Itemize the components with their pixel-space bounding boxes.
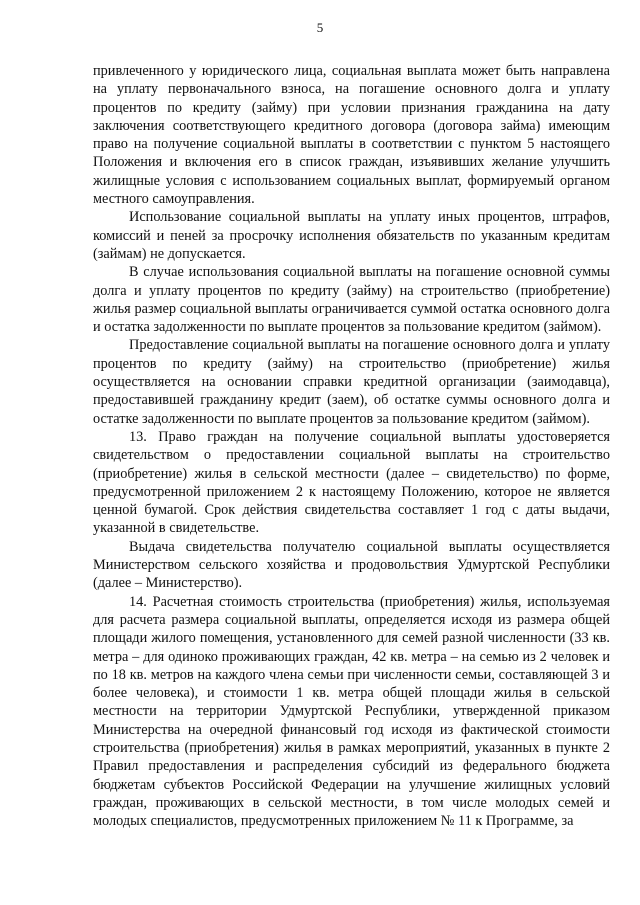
paragraph-section-13: 13. Право граждан на получение социальной выплаты удостоверяется свидетельством о предоставлении социальной выплаты на строительство (приобретение) жилья в сельской местности (далее – свидетельство) по форме, предусмотренной приложением 2 к настоящему Положению, которое не является ценной бумагой. Срок действия свидетельства составляет 1 год с даты выдачи, указанной в свидетельстве. (93, 428, 610, 537)
document-body (93, 62, 610, 830)
paragraph-section-14: 14. Расчетная стоимость строительства (приобретения) жилья, используемая для расчета размера социальной выплаты, определяется исходя из размера общей площади жилого помещения, установленного для семей разной численности (33 кв. метра – для одиноко проживающих граждан, 42 кв. метра – на семью из 2 человек и по 18 кв. метров на каждого члена семьи при численности семьи, составляющей 3 и более человека), и стоимости 1 кв. метра общей площади жилья в сельской местности на территории Удмуртской Республики, утвержденной приказом Министерства на очередной финансовый год исходя из фактической стоимости строительства (приобретения) жилья в рамках мероприятий, указанных в пункте 2 Правил предоставления и распределения субсидий из федерального бюджета бюджетам субъектов Российской Федерации на улучшение жилищных условий граждан, проживающих в сельской местности, в том числе молодых семей и молодых специалистов, предусмотренных приложением № 11 к Программе, за (93, 593, 610, 830)
paragraph-payment-limit: В случае использования социальной выплаты на погашение основной суммы долга и уплату процентов по кредиту (займу) на строительство (приобретение) жилья размер социальной выплаты ограничивается суммой остатка основного долга и остатка задолженности по выплате процентов за пользование кредитом (займом). (93, 264, 610, 336)
page-number: 5 (316, 20, 324, 35)
paragraph-continuation: привлеченного у юридического лица, социальная выплата может быть направлена на уплату первоначального взноса, на погашение основного долга и уплату процентов по кредиту (займу) при условии признания гражданина на дату заключения соответствующего кредитного договора (договора займа) имеющим право на получение социальной выплаты в соответствии с пунктом 5 настоящего Положения и включения его в список граждан, изъявивших желание улучшить жилищные условия с использованием социальных выплат, формируемый органом местного самоуправления. (93, 63, 610, 208)
paragraph-certificate-issuance: Выдача свидетельства получателю социальной выплаты осуществляется Министерством сельского хозяйства и продовольствия Удмуртской Республики (далее – Министерство). (93, 538, 610, 592)
paragraph-use-restriction: Использование социальной выплаты на уплату иных процентов, штрафов, комиссий и пеней за просрочку исполнения обязательств по указанным кредитам (займам) не допускается. (93, 209, 610, 262)
paragraph-bank-certificate: Предоставление социальной выплаты на погашение основного долга и уплату процентов по кредиту (займу) на строительство (приобретение) жилья осуществляется на основании справки кредитной организации (заимодавца), предоставившей гражданину кредит (заем), об остатке суммы основного долга и остатке задолженности по выплате процентов за пользование кредитом (займом). (93, 337, 610, 427)
